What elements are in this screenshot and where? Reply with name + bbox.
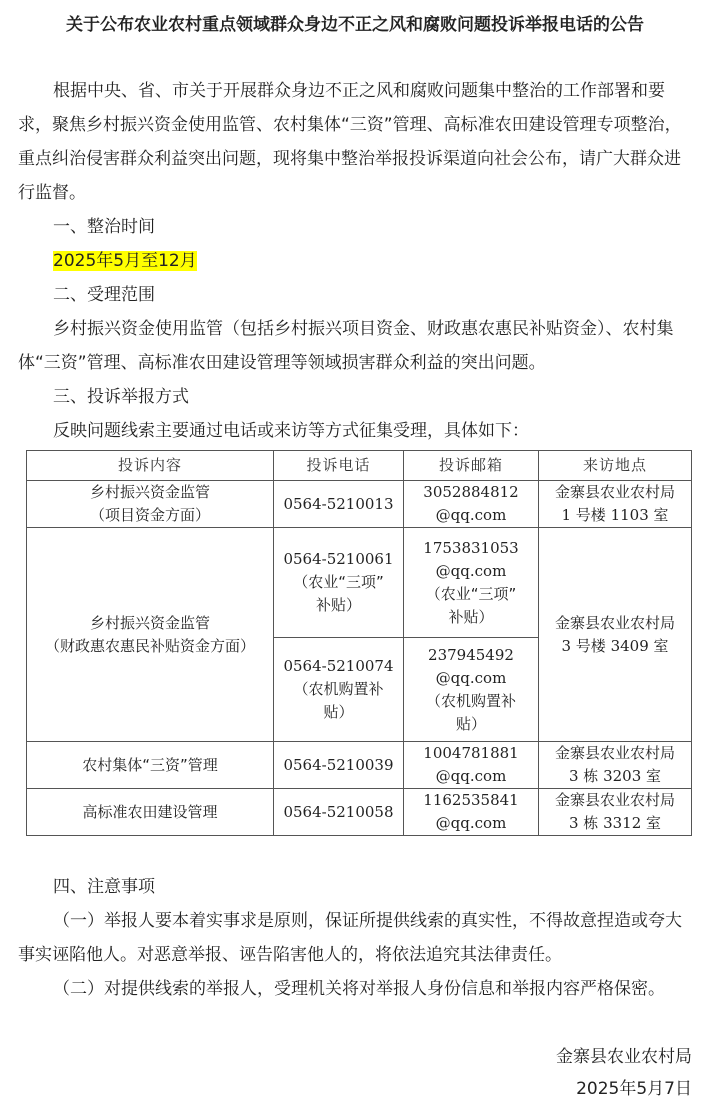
phone-cell: 0564-5210074 (283, 657, 394, 675)
section-2-heading: 二、受理范围 (53, 285, 155, 305)
table-row (27, 742, 692, 789)
content-note: （项目资金方面） (89, 506, 210, 524)
content-note: （财政惠农惠民补贴资金方面） (44, 636, 255, 655)
address-line: 3 栋 3312 室 (568, 814, 662, 832)
contact-table (26, 450, 692, 836)
section-1-body (53, 244, 197, 278)
address-line: 3 号楼 3409 室 (561, 636, 669, 655)
email-note: 补贴） (448, 607, 494, 626)
address-line: 金寨县农业农村局 (554, 613, 675, 632)
section-3-heading: 三、投诉举报方式 (53, 387, 189, 407)
table-header: 投诉邮箱 (404, 451, 539, 481)
email-note: （农业“三项” (425, 584, 517, 603)
note-2: （二）对提供线索的举报人，受理机关将对举报人身份信息和举报内容严格保密。 (53, 979, 665, 999)
email-line: @qq.com (435, 814, 507, 832)
phone-cell: 0564-5210013 (274, 481, 404, 528)
address-line: 1 号楼 1103 室 (561, 506, 669, 524)
email-line: @qq.com (435, 561, 507, 580)
email-line: 1753831053 (423, 538, 519, 557)
intro-paragraph: 根据中央、省、市关于开展群众身边不正之风和腐败问题集中整治的工作部署和要求，聚焦乡村振兴资金使用监管、农村集体“三资”管理、高标准农田建设管理专项整治，重点纠治侵害群众利益突出问题，现将集中整治举报投诉渠道向社会公布，请广大群众进行监督。 (18, 81, 682, 203)
section-3-body: 反映问题线索主要通过电话或来访等方式征集受理，具体如下： (53, 421, 529, 441)
email-line: 3052884812 (423, 483, 519, 501)
email-note: （农机购置补 (425, 691, 516, 710)
phone-note: 补贴） (315, 596, 361, 614)
highlighted-date-range: 2025年5月至12月 (53, 251, 197, 271)
address-line: 金寨县农业农村局 (554, 791, 675, 809)
email-line: 237945492 (428, 645, 514, 664)
phone-cell: 0564-5210039 (274, 742, 404, 789)
date: 2025年5月7日 (576, 1079, 692, 1099)
phone-note: （农机购置补 (293, 680, 384, 698)
address-line: 3 栋 3203 室 (568, 767, 662, 785)
address-line: 金寨县农业农村局 (554, 483, 675, 501)
address-line: 金寨县农业农村局 (554, 744, 675, 762)
email-line: @qq.com (435, 506, 507, 524)
table-row (27, 481, 692, 528)
content-cell: 高标准农田建设管理 (27, 789, 274, 836)
email-note: 贴） (455, 714, 486, 733)
content-cell: 乡村振兴资金监管 (89, 483, 210, 501)
email-line: @qq.com (435, 668, 507, 687)
table-row (27, 528, 692, 638)
content-cell: 农村集体“三资”管理 (27, 742, 274, 789)
section-4-heading: 四、注意事项 (53, 877, 155, 897)
signature: 金寨县农业农村局 (556, 1047, 692, 1067)
page-title: 关于公布农业农村重点领域群众身边不正之风和腐败问题投诉举报电话的公告 (66, 15, 644, 35)
section-2-body: 乡村振兴资金使用监管（包括乡村振兴项目资金、财政惠农惠民补贴资金）、农村集体“三资”管理、高标准农田建设管理等领域损害群众利益的突出问题。 (18, 319, 674, 373)
table-header: 投诉电话 (274, 451, 404, 481)
table-header: 投诉内容 (27, 451, 274, 481)
table-row (27, 789, 692, 836)
table-header: 来访地点 (539, 451, 692, 481)
email-line: 1162535841 (423, 791, 519, 809)
phone-note: 贴） (323, 703, 354, 721)
phone-cell: 0564-5210058 (274, 789, 404, 836)
content-cell: 乡村振兴资金监管 (89, 613, 210, 632)
phone-note: （农业“三项” (293, 573, 384, 591)
section-1-heading: 一、整治时间 (53, 217, 155, 237)
email-line: 1004781881 (423, 744, 519, 762)
email-line: @qq.com (435, 767, 507, 785)
note-1: （一）举报人要本着实事求是原则，保证所提供线索的真实性，不得故意捏造或夸大事实诬陷他人。对恶意举报、诬告陷害他人的，将依法追究其法律责任。 (18, 911, 682, 965)
phone-cell: 0564-5210061 (283, 550, 394, 568)
